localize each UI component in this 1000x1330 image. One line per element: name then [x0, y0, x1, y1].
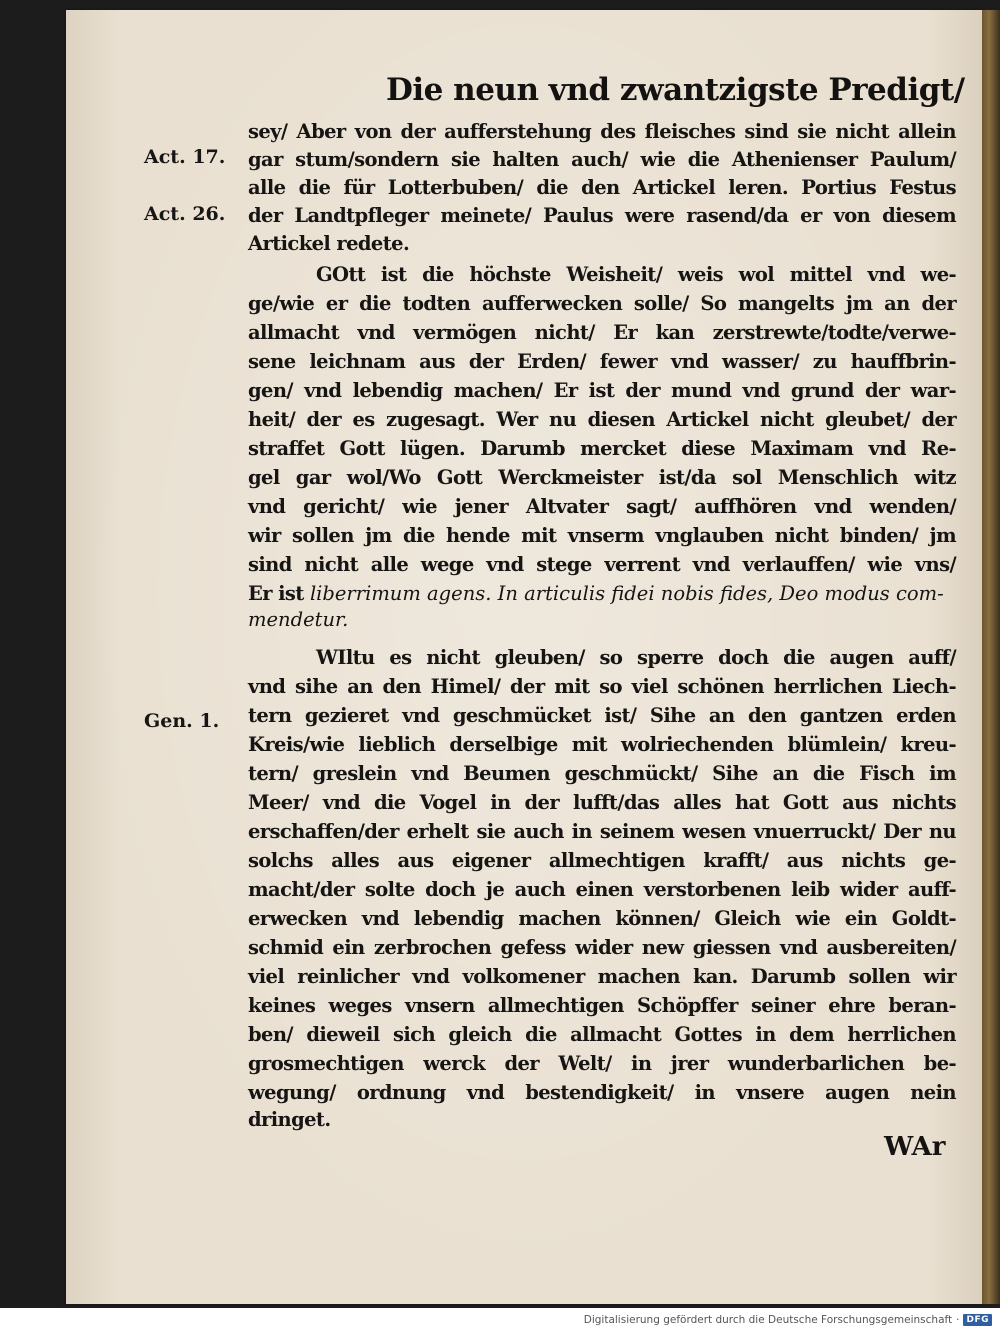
text-line: [248, 580, 944, 608]
text-line: ben/ dieweil sich gleich die allmacht Gottes in dem herrlichen: [248, 1023, 956, 1046]
text-line: solchs alles aus eigener allmechtigen krafft/ aus nichts ge-: [248, 849, 956, 872]
catchword: WAr: [884, 1132, 946, 1162]
text-line: allmacht vnd vermögen nicht/ Er kan zerstrewte/todte/verwe-: [248, 321, 956, 344]
text-line: alle die für Lotterbuben/ die den Artickel leren. Portius Festus: [248, 176, 956, 199]
text-line: ge/wie er die todten aufferwecken solle/ So mangelts jm an der: [248, 292, 956, 315]
funding-notice: Digitalisierung gefördert durch die Deutsche Forschungsgemeinschaft: [583, 1314, 953, 1326]
text-line: der Landtpfleger meinete/ Paulus were rasend/da er von diesem: [248, 204, 956, 227]
text-line: erwecken vnd lebendig machen können/ Gleich wie ein Goldt-: [248, 907, 956, 930]
text-line: Kreis/wie lieblich derselbige mit wolriechenden blümlein/ kreu-: [248, 733, 956, 756]
text-line: keines weges vnsern allmechtigen Schöpffer seiner ehre beran-: [248, 994, 956, 1017]
text-line-latin: liberrimum agens. In articulis fidei nobis fides, Deo modus com-: [309, 582, 944, 605]
text-line: gar stum/sondern sie halten auch/ wie die Athenienser Paulum/: [248, 148, 956, 171]
text-line: WIltu es nicht gleuben/ so sperre doch die augen auff/: [316, 646, 956, 669]
text-line: vnd sihe an den Himel/ der mit so viel schönen herrlichen Liech-: [248, 675, 956, 698]
text-line: grosmechtigen werck der Welt/ in jrer wunderbarlichen be-: [248, 1052, 956, 1075]
digitization-credit: [584, 1313, 992, 1327]
text-line: gen/ vnd lebendig machen/ Er ist der mund vnd grund der war-: [248, 379, 956, 402]
text-line: Artickel redete.: [248, 232, 410, 255]
text-line: schmid ein zerbrochen gefess wider new giessen vnd ausbereiten/: [248, 936, 956, 959]
text-line: tern gezieret vnd geschmücket ist/ Sihe an den gantzen erden: [248, 704, 956, 727]
text-line: wegung/ ordnung vnd bestendigkeit/ in vnsere augen nein: [248, 1081, 956, 1104]
text-line: dringet.: [248, 1108, 331, 1131]
text-line: gel gar wol/Wo Gott Werckmeister ist/da sol Menschlich witz: [248, 466, 956, 489]
marginal-note-act-26: Act. 26.: [144, 203, 226, 225]
text-line: macht/der solte doch je auch einen verstorbenen leib wider auff-: [248, 878, 956, 901]
text-line: heit/ der es zugesagt. Wer nu diesen Artickel nicht gleubet/ der: [248, 408, 956, 431]
running-head: Die neun vnd zwantzigste Predigt/: [386, 72, 965, 108]
text-line-latin: mendetur.: [248, 608, 349, 631]
marginal-note-act-17: Act. 17.: [144, 146, 226, 168]
text-line: GOtt ist die höchste Weisheit/ weis wol mittel vnd we-: [316, 263, 956, 286]
text-line: tern/ greslein vnd Beumen geschmückt/ Sihe an die Fisch im: [248, 762, 956, 785]
text-line: sey/ Aber von der aufferstehung des fleisches sind sie nicht allein: [248, 120, 956, 143]
page-edge: [982, 10, 1000, 1304]
text-line: erschaffen/der erhelt sie auch in seinem wesen vnuerruckt/ Der nu: [248, 820, 956, 843]
dfg-logo: DFG: [963, 1314, 992, 1326]
text-line: viel reinlicher vnd volkomener machen kan. Darumb sollen wir: [248, 965, 956, 988]
separator-dot: ·: [956, 1314, 960, 1326]
text-line: Meer/ vnd die Vogel in der lufft/das alles hat Gott aus nichts: [248, 791, 956, 814]
text-line-german: Er ist: [248, 582, 304, 605]
text-line: sind nicht alle wege vnd stege verrent vnd verlauffen/ wie vns/: [248, 553, 956, 576]
text-line: vnd gericht/ wie jener Altvater sagt/ auffhören vnd wenden/: [248, 495, 956, 518]
text-line: wir sollen jm die hende mit vnserm vnglauben nicht binden/ jm: [248, 524, 956, 547]
text-line: straffet Gott lügen. Darumb mercket diese Maximam vnd Re-: [248, 437, 956, 460]
marginal-note-gen-1: Gen. 1.: [144, 710, 220, 732]
text-line: sene leichnam aus der Erden/ fewer vnd wasser/ zu hauffbrin-: [248, 350, 956, 373]
